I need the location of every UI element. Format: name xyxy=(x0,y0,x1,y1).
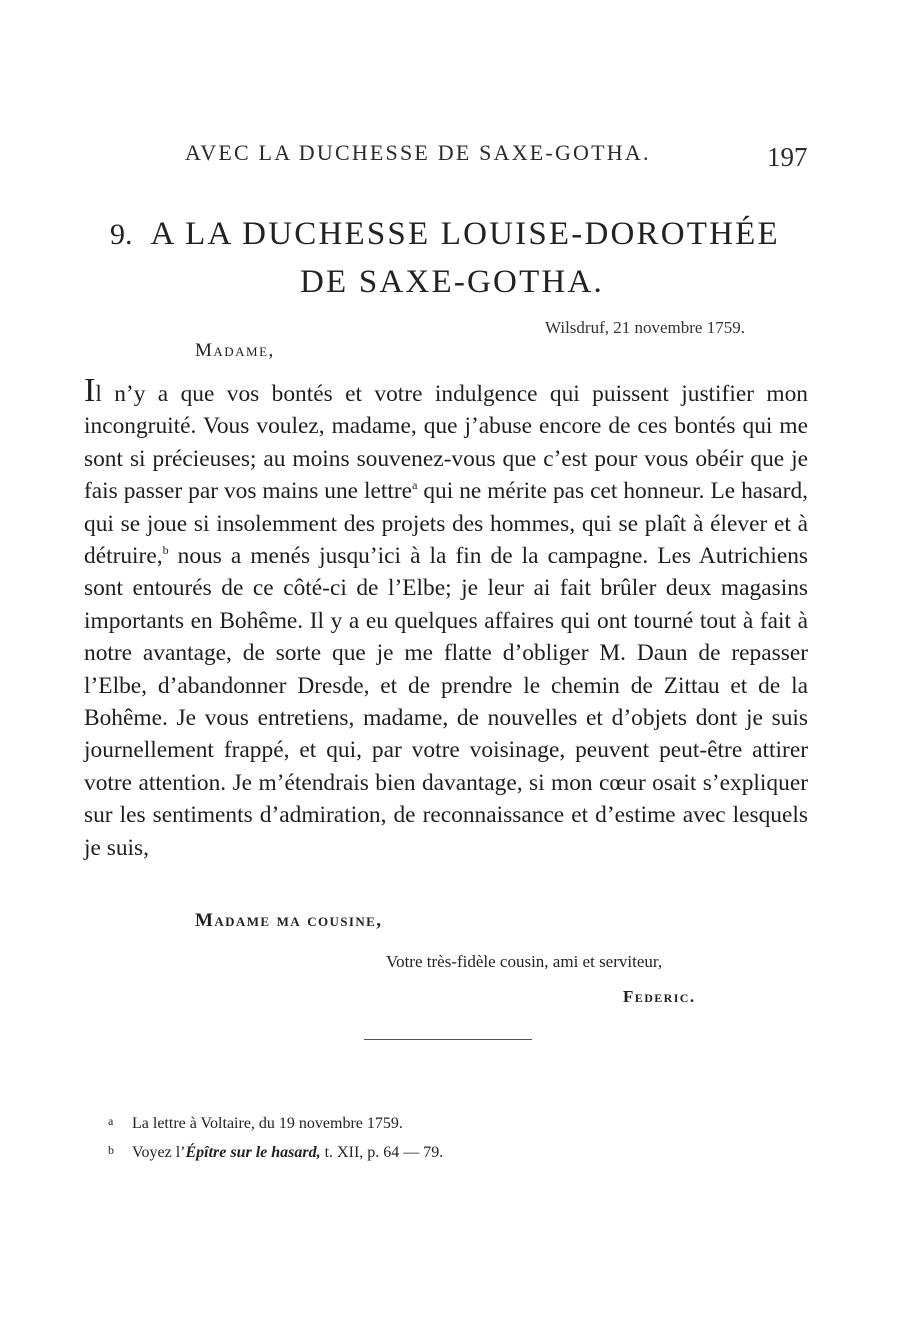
footnote-a xyxy=(108,1108,443,1137)
heading-line-1 xyxy=(110,216,810,253)
footnote-b xyxy=(108,1137,443,1166)
body-text-part-1: l n’y a que vos bontés et votre indulgence qui puissent justifier mon incongruité. Vous voulez, madame, que j’abuse encore de ces bontés qui me sont si précieuses; au moins souvenez-vous que c’est pour vous obéir que je fais passer par vos mains une lettre xyxy=(84,381,808,505)
closing-salutation: Madame ma cousine, xyxy=(195,910,383,931)
page-number: 197 xyxy=(767,142,808,172)
letter-number: 9. xyxy=(110,218,133,251)
footnote-italic-title: Épître sur le hasard, xyxy=(185,1144,321,1161)
footnote-ref-b: b xyxy=(162,543,169,558)
footnote-text-after: t. XII, p. 64 — 79. xyxy=(320,1144,444,1161)
heading-line-2: DE SAXE-GOTHA. xyxy=(300,264,604,300)
footnote-ref-a: a xyxy=(412,478,418,493)
running-head: AVEC LA DUCHESSE DE SAXE-GOTHA. xyxy=(185,140,651,165)
footnote-mark: b xyxy=(108,1143,114,1157)
letter-body xyxy=(84,372,809,864)
footnote-text: La lettre à Voltaire, du 19 novembre 1759. xyxy=(132,1115,403,1132)
body-text-part-2: qui ne mérite pas cet honneur. Le hasard, qui se joue si insolemment des projets des hommes, qui se plaît à élever et à détruire, xyxy=(84,478,809,570)
heading-title: A LA DUCHESSE LOUISE-DOROTHÉE xyxy=(150,216,780,252)
salutation: Madame, xyxy=(195,340,275,361)
drop-cap: I xyxy=(84,372,96,409)
dateline: Wilsdruf, 21 novembre 1759. xyxy=(545,318,745,337)
body-text-part-3: nous a menés jusqu’ici à la fin de la campagne. Les Autrichiens sont entourés de ce côté-ci de l’Elbe; je leur ai fait brûler deux magasins importants en Bohême. Il y a eu quelques affaires qui ont tourné tout à fait à notre avantage, de sorte que je me flatte d’obliger M. Daun de repasser l’Elbe, d’abandonner Dresde, et de prendre le chemin de Zittau et de la Bohême. Je vous entretiens, madame, de nouvelles et d’objets dont je suis journellement frappé, et qui, par votre voisinage, peuvent peut-être attirer votre attention. Je m’étendrais bien davantage, si mon cœur osait s’expliquer sur les sentiments d’admiration, de reconnaissance et d’estime avec lesquels je suis, xyxy=(84,543,808,861)
footnotes xyxy=(108,1108,443,1166)
letter-heading xyxy=(110,216,810,300)
footnote-separator xyxy=(364,1039,532,1040)
footnote-mark: a xyxy=(108,1114,114,1128)
footnote-text: Voyez l’ xyxy=(132,1144,186,1161)
subscription-line: Votre très-fidèle cousin, ami et serviteur, xyxy=(386,952,663,971)
signature: Federic. xyxy=(623,987,696,1006)
